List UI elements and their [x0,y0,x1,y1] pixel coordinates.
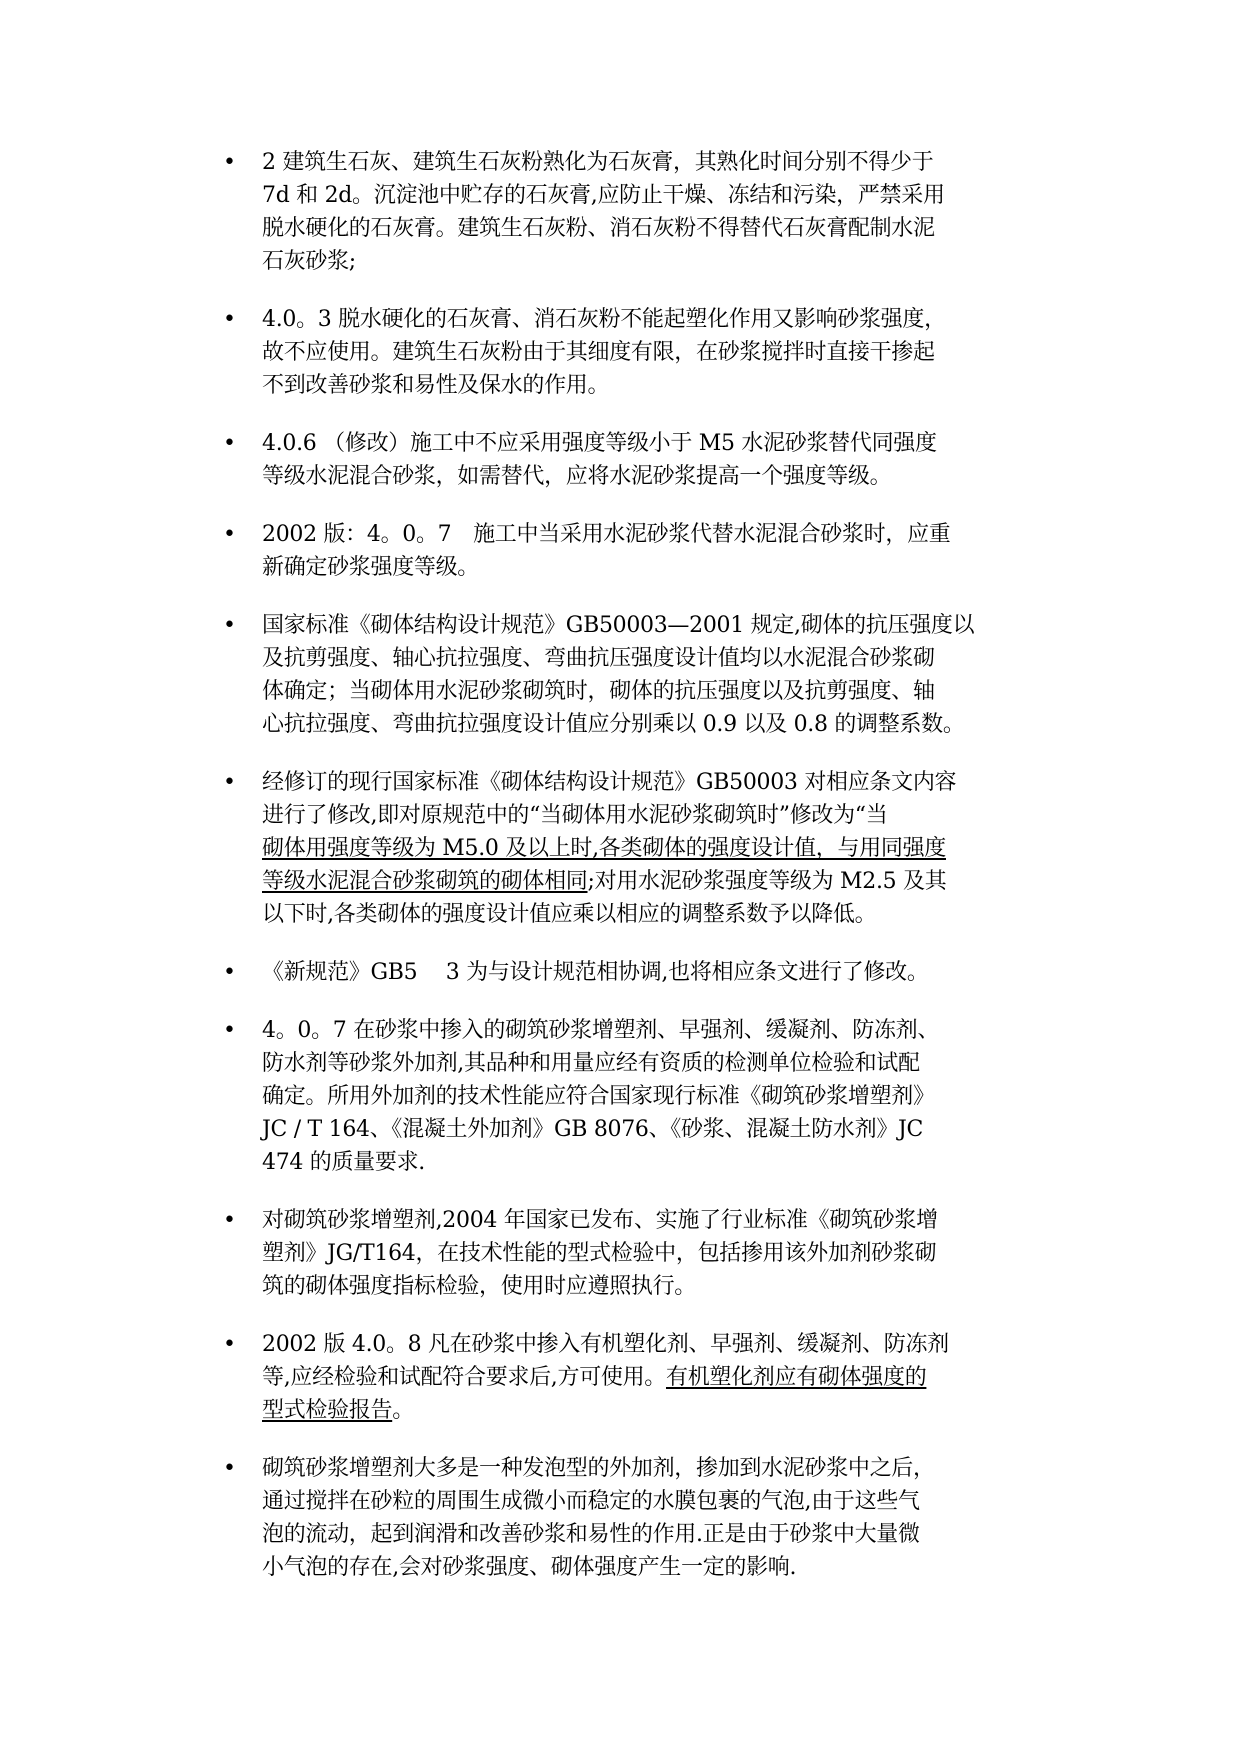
text-segment: 国家标准《砌体结构设计规范》GB50003—2001 规定,砌体的抗压强度以 [262,613,975,638]
text-line [262,1113,1100,1146]
text-segment: 。 [392,1398,414,1423]
text-line [262,460,1100,493]
list-item [220,518,1100,584]
list-item-text [262,427,1100,493]
bullet-marker: • [223,1018,236,1043]
text-line [262,369,1100,402]
text-line [262,898,1100,931]
text-segment: 4。0。7 在砂浆中掺入的砌筑砂浆增塑剂、早强剂、缓凝剂、防冻剂、 [262,1018,940,1043]
text-segment: 砌筑砂浆增塑剂大多是一种发泡型的外加剂，掺加到水泥砂浆中之后， [262,1456,935,1481]
list-item-text [262,303,1100,402]
text-line [262,1237,1100,1270]
list-item-text [262,1328,1100,1427]
text-segment: 对砌筑砂浆增塑剂,2004 年国家已发布、实施了行业标准《砌筑砂浆增 [262,1208,938,1233]
underlined-text: 等级水泥混合砂浆砌筑的砌体相同 [262,869,588,894]
text-segment: 新确定砂浆强度等级。 [262,555,480,580]
text-line [262,336,1100,369]
underlined-text: 砌体用强度等级为 M5.0 及以上时,各类砌体的强度设计值，与用同强度 [262,836,946,861]
text-segment: 474 的质量要求. [262,1150,425,1175]
text-segment: 4.0.6 （修改）施工中不应采用强度等级小于 M5 水泥砂浆替代同强度 [262,431,937,456]
text-segment: 及抗剪强度、轴心抗拉强度、弯曲抗压强度设计值均以水泥混合砂浆砌 [262,646,935,671]
text-line [262,146,1100,179]
list-item [220,1204,1100,1303]
list-item [220,956,1100,989]
list-item-text [262,518,1100,584]
bullet-marker: • [223,431,236,456]
text-segment: 防水剂等砂浆外加剂,其品种和用量应经有资质的检测单位检验和试配 [262,1051,920,1076]
text-line [262,1328,1100,1361]
text-segment: 2002 版：4。0。7 施工中当采用水泥砂浆代替水泥混合砂浆时，应重 [262,522,951,547]
list-item-text [262,766,1100,931]
text-line [262,518,1100,551]
text-line [262,1452,1100,1485]
text-line [262,1270,1100,1303]
text-line [262,1394,1100,1427]
text-segment: 以下时,各类砌体的强度设计值应乘以相应的调整系数予以降低。 [262,902,877,927]
text-line [262,1204,1100,1237]
text-line [262,766,1100,799]
text-line [262,303,1100,336]
text-segment: 2 建筑生石灰、建筑生石灰粉熟化为石灰膏，其熟化时间分别不得少于 [262,150,934,175]
list-item-text [262,1014,1100,1179]
list-item [220,609,1100,741]
list-item [220,1014,1100,1179]
text-line [262,1485,1100,1518]
text-segment: 通过搅拌在砂粒的周围生成微小而稳定的水膜包裹的气泡,由于这些气 [262,1489,920,1514]
list-item [220,1452,1100,1584]
list-item-text [262,146,1100,278]
list-item-text [262,956,1100,989]
underlined-text: 型式检验报告 [262,1398,393,1423]
text-line [262,956,1100,989]
text-line [262,642,1100,675]
text-line [262,609,1100,642]
text-line [262,551,1100,584]
bullet-marker: • [223,1208,236,1233]
bullet-marker: • [223,1456,236,1481]
text-segment: 脱水硬化的石灰膏。建筑生石灰粉、消石灰粉不得替代石灰膏配制水泥 [262,216,935,241]
text-line [262,245,1100,278]
text-segment: 小气泡的存在,会对砂浆强度、砌体强度产生一定的影响. [262,1555,797,1580]
text-segment: 故不应使用。建筑生石灰粉由于其细度有限，在砂浆搅拌时直接干掺起 [262,340,935,365]
text-segment: 2002 版 4.0。8 凡在砂浆中掺入有机塑化剂、早强剂、缓凝剂、防冻剂 [262,1332,949,1357]
text-segment: 等级水泥混合砂浆，如需替代，应将水泥砂浆提高一个强度等级。 [262,464,892,489]
bullet-marker: • [223,307,236,332]
text-segment: 7d 和 2d。沉淀池中贮存的石灰膏,应防止干燥、冻结和污染，严禁采用 [262,183,945,208]
underlined-text: 有机塑化剂应有砌体强度的 [666,1365,927,1390]
text-line [262,1014,1100,1047]
text-line [262,1080,1100,1113]
bullet-marker: • [223,960,236,985]
text-line [262,832,1100,865]
bullet-marker: • [223,522,236,547]
text-segment: 体确定；当砌体用水泥砂浆砌筑时，砌体的抗压强度以及抗剪强度、轴 [262,679,935,704]
list-item [220,303,1100,402]
text-segment: 等,应经检验和试配符合要求后,方可使用。 [262,1365,666,1390]
text-line [262,212,1100,245]
text-line [262,1146,1100,1179]
text-line [262,1361,1100,1394]
text-segment: 石灰砂浆; [262,249,356,274]
bullet-marker: • [223,150,236,175]
text-segment: JC / T 164、《混凝土外加剂》GB 8076、《砂浆、混凝土防水剂》JC [262,1117,924,1142]
text-segment: 进行了修改,即对原规范中的“当砌体用水泥砂浆砌筑时”修改为“当 [262,803,888,828]
text-line [262,427,1100,460]
text-segment: 4.0。3 脱水硬化的石灰膏、消石灰粉不能起塑化作用又影响砂浆强度， [262,307,946,332]
bullet-marker: • [223,613,236,638]
list-item [220,1328,1100,1427]
text-segment: 确定。所用外加剂的技术性能应符合国家现行标准《砌筑砂浆增塑剂》 [262,1084,935,1109]
text-line [262,1047,1100,1080]
list-item-text [262,609,1100,741]
text-line [262,865,1100,898]
text-line [262,1518,1100,1551]
text-line [262,1551,1100,1584]
text-line [262,179,1100,212]
text-line [262,799,1100,832]
text-line [262,675,1100,708]
text-segment: 塑剂》JG/T164，在技术性能的型式检验中，包括掺用该外加剂砂浆砌 [262,1241,937,1266]
text-segment: 不到改善砂浆和易性及保水的作用。 [262,373,610,398]
text-line [262,708,1100,741]
list-item-text [262,1452,1100,1584]
list-item [220,766,1100,931]
text-segment: 心抗拉强度、弯曲抗拉强度设计值应分别乘以 0.9 以及 0.8 的调整系数。 [262,712,965,737]
bullet-marker: • [223,770,236,795]
text-segment: 筑的砌体强度指标检验，使用时应遵照执行。 [262,1274,697,1299]
list-item [220,146,1100,278]
list-item-text [262,1204,1100,1303]
bullet-list [220,146,1100,1609]
list-item [220,427,1100,493]
text-segment: ;对用水泥砂浆强度等级为 M2.5 及其 [587,869,947,894]
text-segment: 经修订的现行国家标准《砌体结构设计规范》GB50003 对相应条文内容 [262,770,957,795]
text-segment: 泡的流动，起到润滑和改善砂浆和易性的作用.正是由于砂浆中大量微 [262,1522,920,1547]
text-segment: 《新规范》GB5 3 为与设计规范相协调,也将相应条文进行了修改。 [262,960,929,985]
bullet-marker: • [223,1332,236,1357]
